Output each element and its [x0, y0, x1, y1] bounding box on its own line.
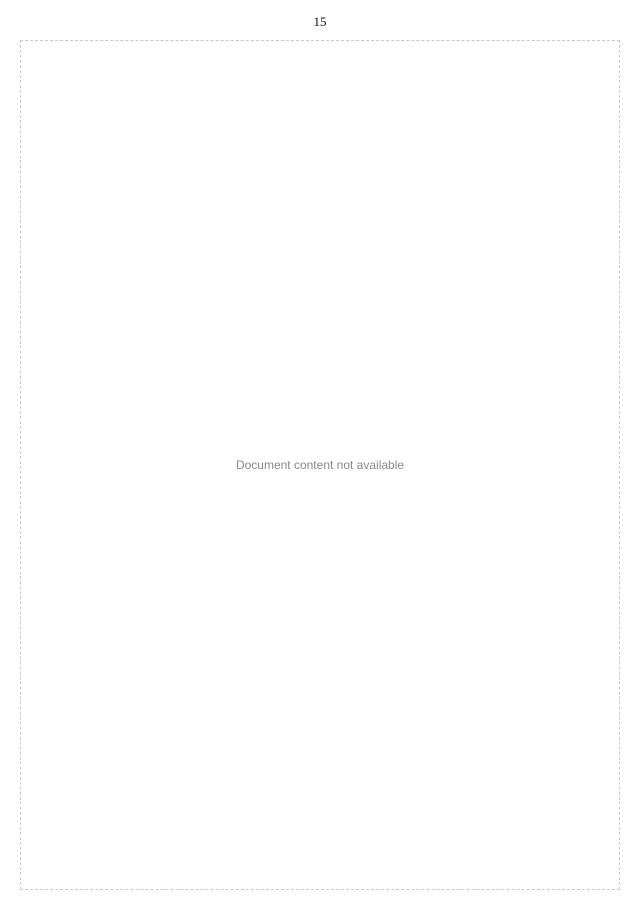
placeholder-note: Document content not available [235, 458, 405, 472]
document-sheet [20, 40, 620, 890]
page-number: 15 [313, 14, 327, 29]
